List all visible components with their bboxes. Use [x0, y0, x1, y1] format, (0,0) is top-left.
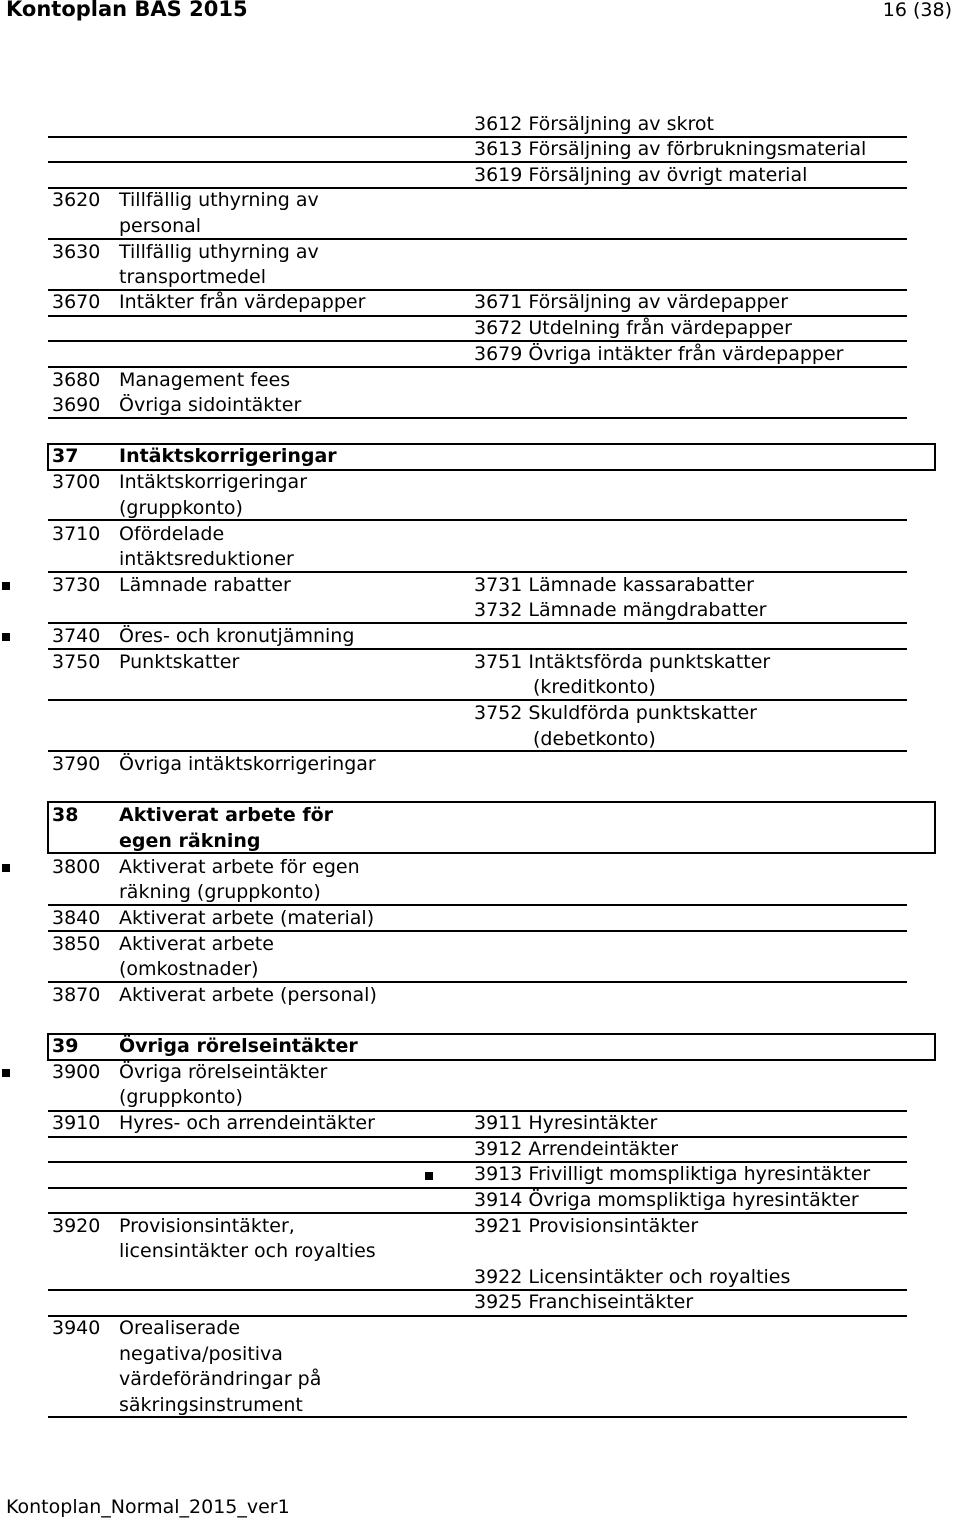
account-label-3910: Hyres- och arrendeintäkter — [119, 1112, 375, 1134]
account-label-3710: Ofördelade — [119, 523, 225, 545]
account-label-3730: Lämnade rabatter — [119, 574, 291, 596]
account-code-3800: 3800 — [52, 856, 101, 878]
bullet-marker — [2, 1069, 10, 1077]
group-label-37: Intäktskorrigeringar — [119, 445, 337, 467]
sub-account-3679: 3679 Övriga intäkter från värdepapper — [474, 343, 844, 365]
sub-account-3921: 3921 Provisionsintäkter — [474, 1215, 699, 1237]
account-code-3920: 3920 — [52, 1215, 101, 1237]
sub-account-3731: 3731 Lämnade kassarabatter — [474, 574, 754, 596]
sub-account-3612: 3612 Försäljning av skrot — [474, 113, 714, 135]
sub-account-3752: 3752 Skuldförda punktskatter — [474, 702, 757, 724]
sub-account-3752-cont: (debetkonto) — [533, 728, 656, 750]
group-label-38-cont: egen räkning — [119, 830, 261, 852]
account-label-3630-cont: transportmedel — [119, 266, 267, 288]
account-code-3750: 3750 — [52, 651, 101, 673]
sub-account-3914: 3914 Övriga momspliktiga hyresintäkter — [474, 1189, 859, 1211]
account-code-3900: 3900 — [52, 1061, 101, 1083]
account-code-3690: 3690 — [52, 394, 101, 416]
account-code-3910: 3910 — [52, 1112, 101, 1134]
sub-account-3922: 3922 Licensintäkter och royalties — [474, 1266, 791, 1288]
account-label-3620-cont: personal — [119, 215, 202, 237]
account-label-3800-cont: räkning (gruppkonto) — [119, 881, 321, 903]
footer-filename: Kontoplan_Normal_2015_ver1 — [6, 1496, 290, 1518]
account-code-3940: 3940 — [52, 1317, 101, 1339]
account-label-3740: Öres- och kronutjämning — [119, 625, 355, 647]
account-label-3700-cont: (gruppkonto) — [119, 497, 243, 519]
sub-account-3613: 3613 Försäljning av förbrukningsmaterial — [474, 138, 867, 160]
document-title: Kontoplan BAS 2015 — [6, 0, 248, 21]
account-label-3850-cont: (omkostnader) — [119, 958, 259, 980]
group-code-39: 39 — [52, 1035, 79, 1057]
account-code-3700: 3700 — [52, 471, 101, 493]
account-code-3670: 3670 — [52, 291, 101, 313]
account-label-3940-cont: värdeförändringar på — [119, 1368, 322, 1390]
account-code-3850: 3850 — [52, 933, 101, 955]
account-label-3900-cont: (gruppkonto) — [119, 1086, 243, 1108]
bullet-marker — [2, 582, 10, 590]
account-code-3710: 3710 — [52, 523, 101, 545]
account-label-3710-cont: intäktsreduktioner — [119, 548, 294, 570]
account-label-3670: Intäkter från värdepapper — [119, 291, 366, 313]
sub-account-3751: 3751 Intäktsförda punktskatter — [474, 651, 771, 673]
group-label-39: Övriga rörelseintäkter — [119, 1035, 358, 1057]
account-label-3790: Övriga intäktskorrigeringar — [119, 753, 376, 775]
account-label-3630: Tillfällig uthyrning av — [119, 241, 319, 263]
sub-account-3911: 3911 Hyresintäkter — [474, 1112, 658, 1134]
account-label-3940-cont: negativa/positiva — [119, 1343, 283, 1365]
account-code-3620: 3620 — [52, 189, 101, 211]
account-label-3940-cont: säkringsinstrument — [119, 1394, 303, 1416]
account-code-3630: 3630 — [52, 241, 101, 263]
page-number: 16 (38) — [882, 0, 952, 21]
account-label-3850: Aktiverat arbete — [119, 933, 274, 955]
sub-account-3732: 3732 Lämnade mängdrabatter — [474, 599, 767, 621]
group-label-38: Aktiverat arbete för — [119, 804, 334, 826]
account-label-3620: Tillfällig uthyrning av — [119, 189, 319, 211]
account-code-3870: 3870 — [52, 984, 101, 1006]
account-label-3840: Aktiverat arbete (material) — [119, 907, 375, 929]
sub-account-3925: 3925 Franchiseintäkter — [474, 1291, 694, 1313]
account-code-3730: 3730 — [52, 574, 101, 596]
account-label-3870: Aktiverat arbete (personal) — [119, 984, 377, 1006]
account-code-3840: 3840 — [52, 907, 101, 929]
bullet-marker — [2, 864, 10, 872]
account-label-3920-cont: licensintäkter och royalties — [119, 1240, 376, 1262]
sub-account-3751-cont: (kreditkonto) — [533, 676, 656, 698]
account-code-3790: 3790 — [52, 753, 101, 775]
group-code-37: 37 — [52, 445, 79, 467]
bullet-marker — [425, 1172, 433, 1180]
account-code-3680: 3680 — [52, 369, 101, 391]
account-label-3750: Punktskatter — [119, 651, 240, 673]
account-label-3700: Intäktskorrigeringar — [119, 471, 308, 493]
sub-account-3671: 3671 Försäljning av värdepapper — [474, 291, 789, 313]
sub-account-3619: 3619 Försäljning av övrigt material — [474, 164, 808, 186]
account-label-3940: Orealiserade — [119, 1317, 241, 1339]
bullet-marker — [2, 633, 10, 641]
account-code-3740: 3740 — [52, 625, 101, 647]
sub-account-3912: 3912 Arrendeintäkter — [474, 1138, 679, 1160]
account-label-3680: Management fees — [119, 369, 291, 391]
account-label-3920: Provisionsintäkter, — [119, 1215, 295, 1237]
account-label-3800: Aktiverat arbete för egen — [119, 856, 360, 878]
account-label-3690: Övriga sidointäkter — [119, 394, 302, 416]
sub-account-3913: 3913 Frivilligt momspliktiga hyresintäkter — [474, 1163, 871, 1185]
account-label-3900: Övriga rörelseintäkter — [119, 1061, 328, 1083]
group-code-38: 38 — [52, 804, 79, 826]
sub-account-3672: 3672 Utdelning från värdepapper — [474, 317, 792, 339]
